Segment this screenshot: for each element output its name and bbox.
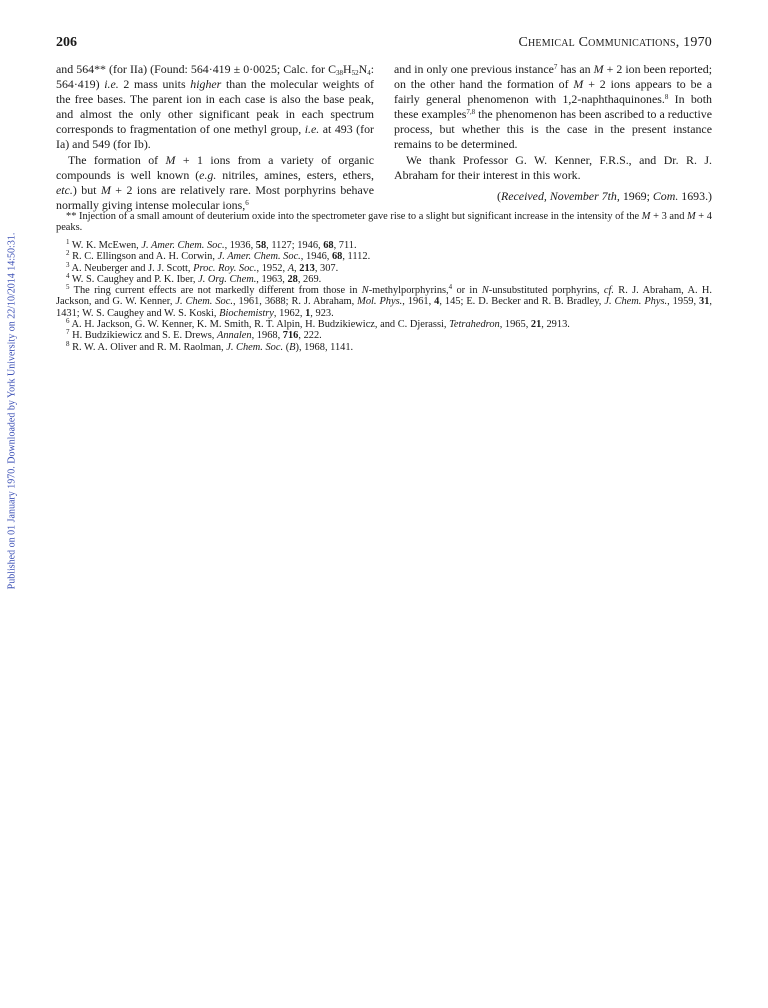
footnote-block (56, 211, 712, 234)
left-column (56, 62, 374, 213)
right-paragraph-1: and in only one previous instance$^7$ has an M + 2 ion been reported; on the other hand the formation of M + 2 ions appears to be a fairly general phenomenon with 1,2-naphthaquinones.$^8$ In both these examples$^{7,8}$ the phenomenon has been ascribed to a reductive process, but whether this is the case in the present instance remains to be determined. (394, 62, 712, 152)
left-paragraph-2: The formation of M + 1 ions from a variety of organic compounds is well known (e.g. nitriles, amines, esters, ethers, etc.) but M + 2 ions are relatively rare. Most porphyrins behave normally giving intense molecular ions,$^6$ (56, 152, 375, 212)
reference-4: $^4$ W. S. Caughey and P. K. Iber, J. Org. Chem., 1963, 28, 269. (66, 271, 322, 285)
acknowledgement: We thank Professor G. W. Kenner, F.R.S., and Dr. R. J. Abraham for their interest in this work. (394, 152, 712, 182)
reference-6: $^6$ A. H. Jackson, G. W. Kenner, K. M. Smith, R. T. Alpin, H. Budzikiewicz, and C. Djerassi, Tetrahedron, 1965, 21, 2913. (66, 317, 570, 331)
reference-5: $^5$ The ring current effects are not markedly different from those in N-methylporphyrins,$^4$ or in N-unsubstituted porphyrins, cf. R. J. Abraham, A. H. Jackson, and G. W. Kenner, J. Chem. Soc., 1961, 3688; R. J. Abraham, Mol. Phys., 1961, 4, 145; E. D. Becker and R. B. Bradley, J. Chem. Phys., 1959, 31, 1431; W. S. Caughey and W. S. Koski, Biochemistry, 1962, 1, 923. (56, 283, 713, 319)
page-header (56, 35, 712, 55)
references-list (56, 240, 712, 353)
reference-7: $^7$ H. Budzikiewicz and S. E. Drews, Annalen, 1968, 716, 222. (66, 328, 322, 342)
reference-8: $^8$ R. W. A. Oliver and R. M. Raolman, J. Chem. Soc. (B), 1968, 1141. (66, 339, 354, 353)
provenance-text: Published on 01 January 1970. Downloaded by York University on 22/10/2014 14:50:31. (6, 232, 18, 590)
provenance-sidebar (0, 215, 24, 607)
reference-1: $^1$ W. K. McEwen, J. Amer. Chem. Soc., 1936, 58, 1127; 1946, 68, 711. (66, 238, 357, 251)
left-paragraph-1: and 564** (for IIa) (Found: 564·419 ± 0·0025; Calc. for $C_{38}H_{52}N_4$: 564·419) i.e. 2 mass units higher than the molecular weights of the free bases. The parent ion in each case is also the base peak, and almost the only other significant peak in each spectrum corresponds to fragmentation of one methyl group, i.e. at 493 (for Ia) and 549 (for Ib). (56, 62, 374, 152)
footnote-deuterium: ** Injection of a small amount of deuterium oxide into the spectrometer gave rise to a slight but significant increase in the intensity of the M + 3 and M + 4 peaks. (56, 211, 712, 234)
journal-title: Chemical Communications, 1970 (518, 35, 712, 50)
reference-3: $^3$ A. Neuberger and J. J. Scott, Proc. Roy. Soc., 1952, A, 213, 307. (66, 260, 339, 274)
right-column (394, 62, 712, 204)
page-number: 206 (56, 35, 77, 50)
reference-2: $^2$ R. C. Ellingson and A. H. Corwin, J. Amer. Chem. Soc., 1946, 68, 1112. (66, 249, 371, 263)
received-line: (Received, November 7th, 1969; Com. 1693.) (497, 188, 712, 203)
